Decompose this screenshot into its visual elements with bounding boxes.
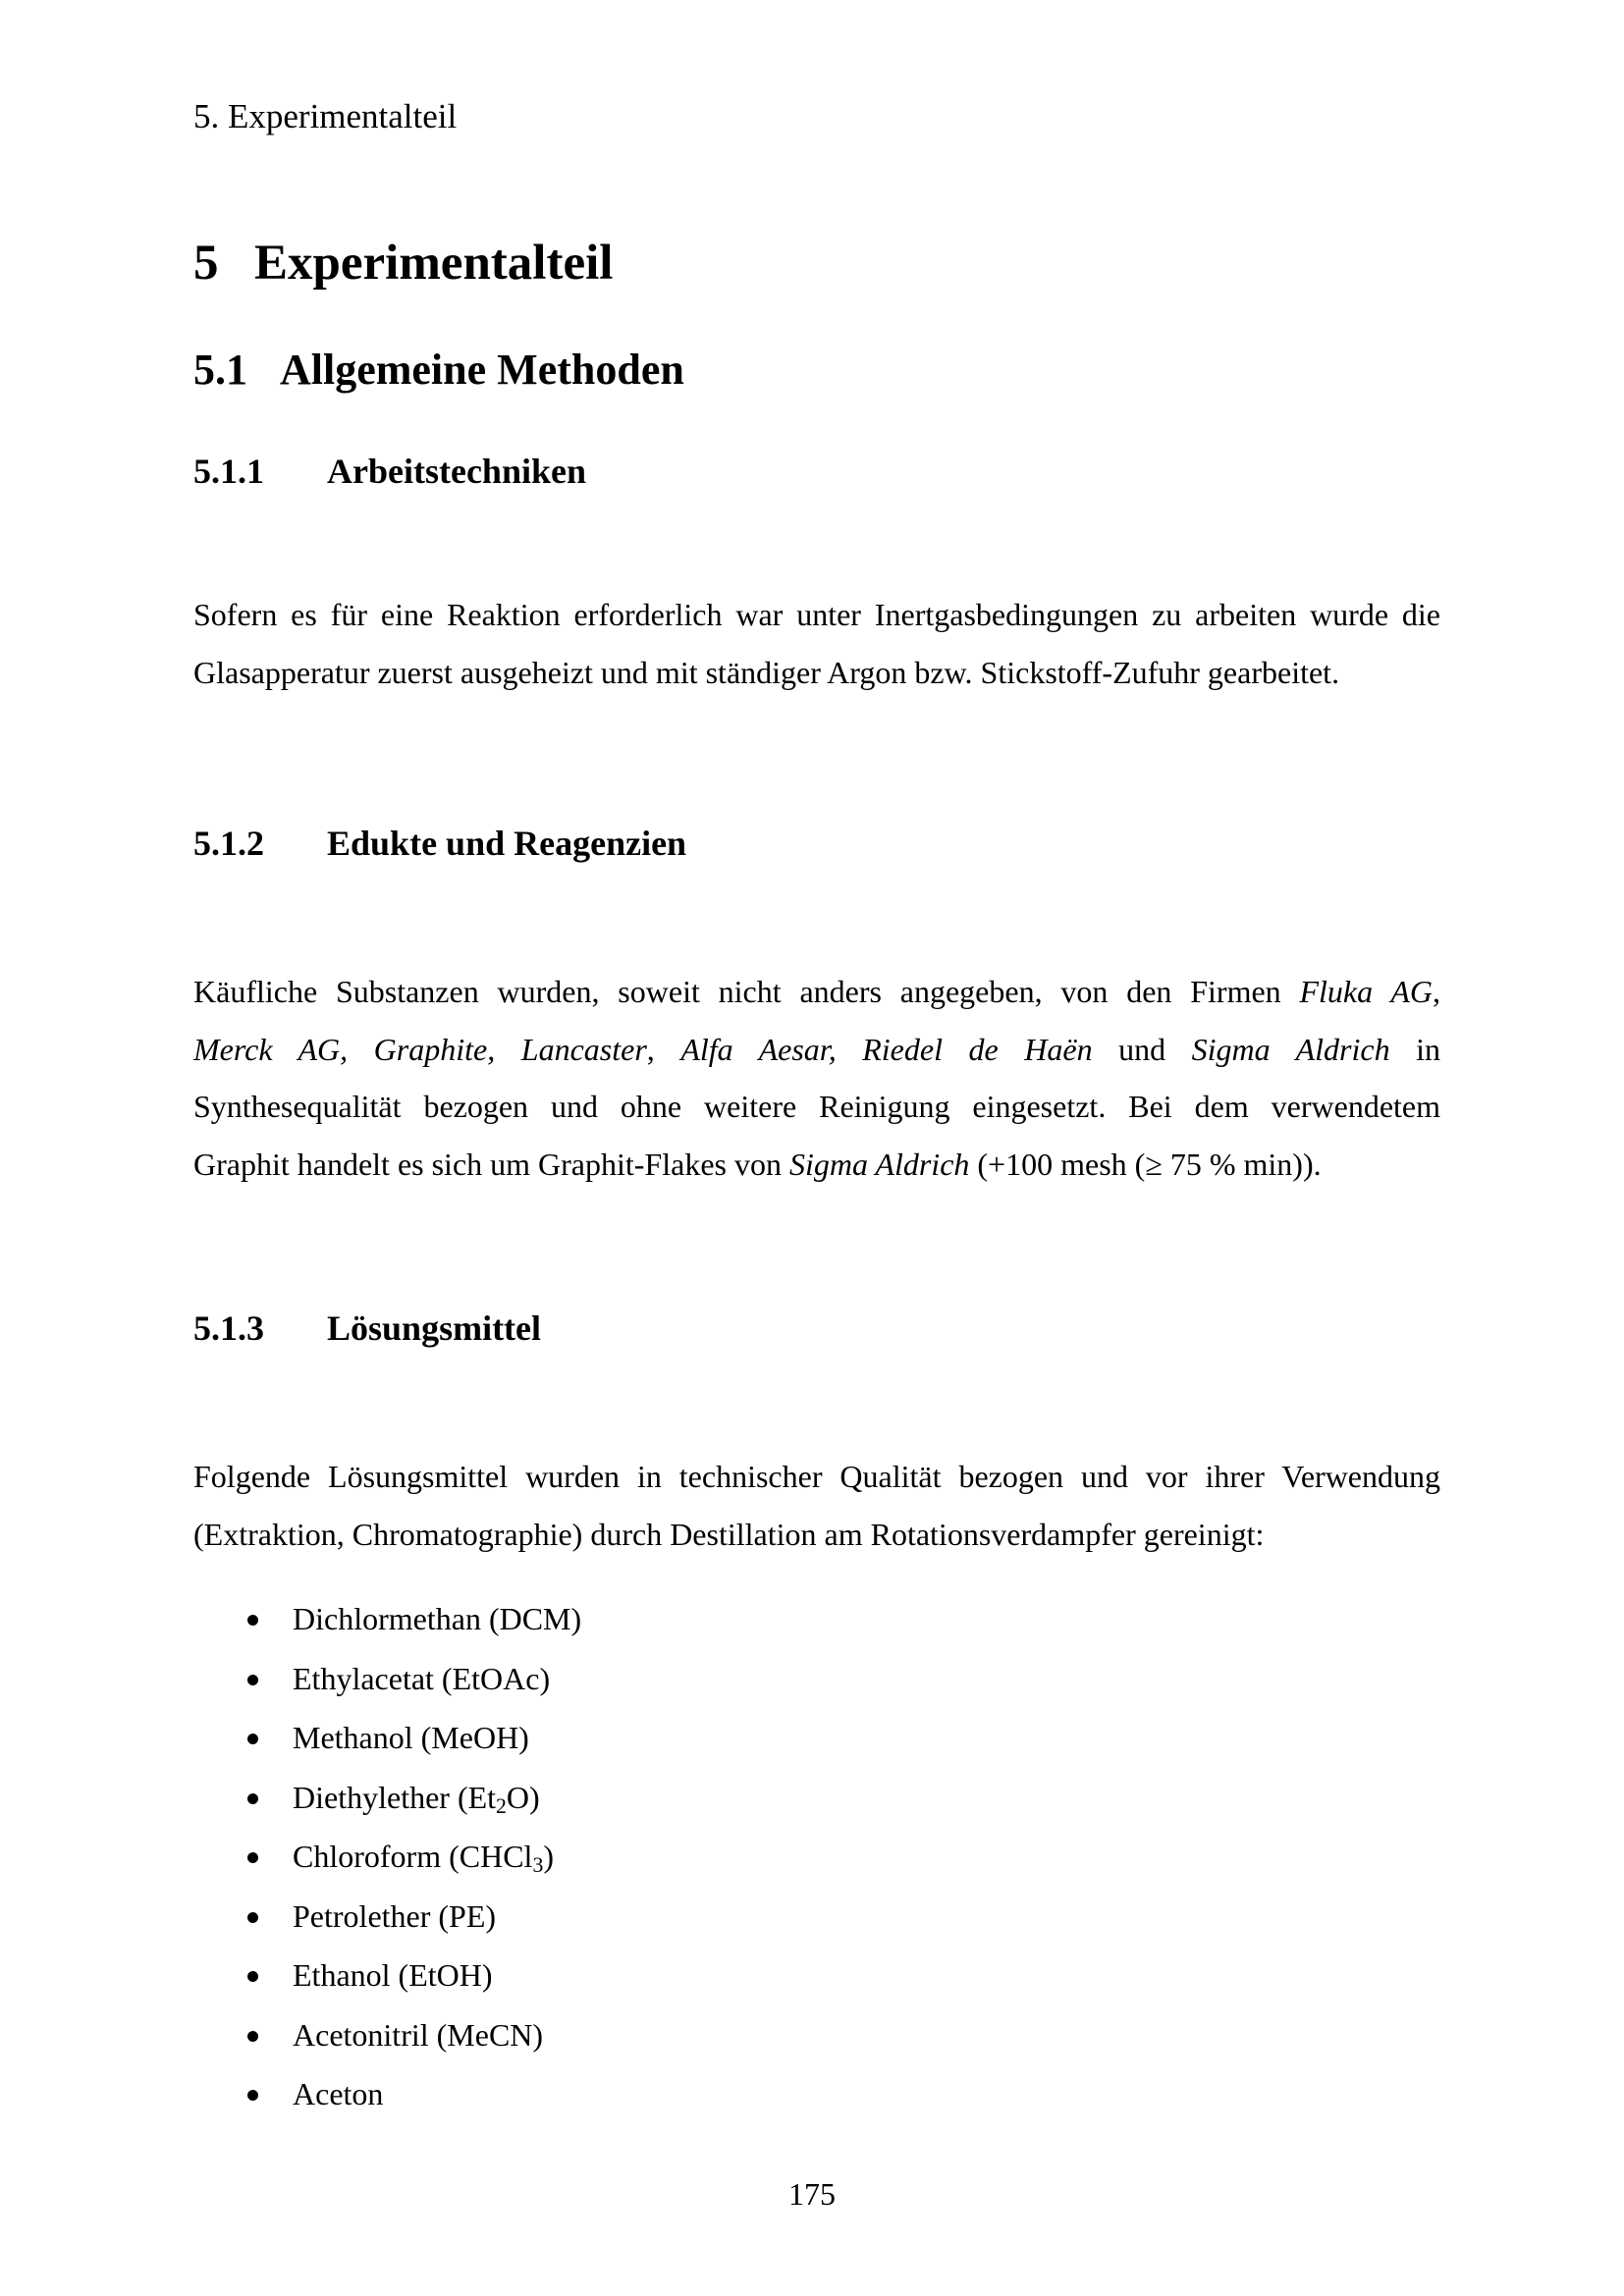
- list-item-text: Dichlormethan (DCM): [293, 1601, 582, 1636]
- text-run: (+100 mesh (≥ 75 % min)).: [969, 1146, 1322, 1182]
- subscript: 2: [496, 1793, 507, 1818]
- list-item-text: O): [506, 1779, 540, 1815]
- list-item: [236, 2071, 581, 2131]
- list-item: [236, 1952, 581, 2012]
- list-item-text: Acetonitril (MeCN): [293, 2016, 544, 2053]
- list-item: [236, 2012, 581, 2072]
- list-item-text: Methanol (MeOH): [293, 1720, 529, 1755]
- company-name: Alfa Aesar, Riedel de Haën: [680, 1031, 1093, 1067]
- list-item-text: Petrolether (PE): [293, 1897, 497, 1934]
- paragraph-line: Synthesequalität bezogen und ohne weitere Reinigung eingesetzt. Bei dem verwendetem: [193, 1089, 1440, 1124]
- list-item-text: Ethanol (EtOH): [293, 1957, 493, 1993]
- list-item: [236, 1715, 581, 1775]
- list-item-text: Aceton: [293, 2076, 384, 2111]
- text-run: Graphit handelt es sich um Graphit-Flakes von: [193, 1146, 789, 1182]
- bullet-icon: [247, 2031, 258, 2042]
- text-run: ,: [1433, 974, 1441, 1009]
- list-item-text: Diethylether (Et: [293, 1779, 497, 1815]
- list-item: [236, 1834, 581, 1894]
- company-name: Sigma Aldrich: [788, 1146, 970, 1182]
- page-number: 175: [788, 2176, 836, 2212]
- bullet-icon: [247, 1971, 258, 1982]
- text-run: Käufliche Substanzen wurden, soweit nicht anders angegeben, von den Firmen: [193, 974, 1300, 1009]
- subsection-title: Lösungsmittel: [327, 1308, 542, 1348]
- bullet-icon: [247, 1793, 258, 1804]
- subsection-heading-arbeitstechniken: [193, 449, 586, 494]
- text-run: und: [1092, 1031, 1192, 1067]
- chapter-heading: [193, 233, 613, 294]
- paragraph-line: [193, 1136, 1440, 1194]
- bullet-icon: [247, 1615, 258, 1626]
- subsection-number: 5.1.2: [193, 824, 264, 863]
- bullet-icon: [247, 1852, 258, 1863]
- paragraph-line: (Extraktion, Chromatographie) durch Destillation am Rotationsverdampfer gereinigt:: [193, 1516, 1265, 1552]
- list-item: [236, 1656, 581, 1716]
- list-item: [236, 1894, 581, 1953]
- bullet-icon: [247, 1912, 258, 1923]
- subsection-number: 5.1.1: [193, 452, 264, 491]
- subsection-number: 5.1.3: [193, 1308, 264, 1348]
- subsection-title: Arbeitstechniken: [327, 452, 586, 491]
- list-item-text: ): [543, 1839, 554, 1874]
- paragraph-loesungsmittel: [193, 1448, 1440, 1563]
- text-run: in: [1389, 1031, 1441, 1067]
- solvent-list: [236, 1596, 581, 2131]
- section-title: Allgemeine Methoden: [280, 346, 684, 394]
- company-name: Fluka AG: [1299, 974, 1434, 1009]
- bullet-icon: [247, 1675, 258, 1685]
- list-item-text: Ethylacetat (EtOAc): [293, 1660, 551, 1696]
- section-heading: [193, 344, 684, 397]
- chapter-number: 5: [193, 236, 219, 291]
- paragraph-line: Folgende Lösungsmittel wurden in technischer Qualität bezogen und vor ihrer Verwendung: [193, 1459, 1440, 1494]
- company-name: Merck AG, Graphite, Lancaster: [193, 1031, 647, 1067]
- subsection-heading-loesungsmittel: [193, 1306, 541, 1351]
- text-run: ,: [646, 1031, 681, 1067]
- subsection-heading-edukte: [193, 821, 686, 866]
- section-number: 5.1: [193, 346, 247, 394]
- list-item: [236, 1596, 581, 1656]
- paragraph-line: Sofern es für eine Reaktion erforderlich war unter Inertgasbedingungen zu arbeiten wurde die: [193, 597, 1440, 632]
- subscript: 3: [532, 1852, 544, 1877]
- paragraph-arbeitstechniken: [193, 586, 1440, 701]
- paragraph-line: [193, 1021, 1440, 1079]
- bullet-icon: [247, 2090, 258, 2101]
- list-item: [236, 1775, 581, 1835]
- paragraph-edukte: [193, 963, 1440, 1193]
- running-header: 5. Experimentalteil: [193, 97, 458, 135]
- subsection-title: Edukte und Reagenzien: [327, 824, 687, 863]
- bullet-icon: [247, 1734, 258, 1744]
- paragraph-line: Glasapperatur zuerst ausgeheizt und mit ständiger Argon bzw. Stickstoff-Zufuhr gearbeitet.: [193, 654, 1340, 690]
- list-item-text: Chloroform (CHCl: [293, 1839, 533, 1874]
- company-name: Sigma Aldrich: [1191, 1031, 1390, 1067]
- chapter-title: Experimentalteil: [254, 236, 614, 291]
- paragraph-line: [193, 963, 1440, 1021]
